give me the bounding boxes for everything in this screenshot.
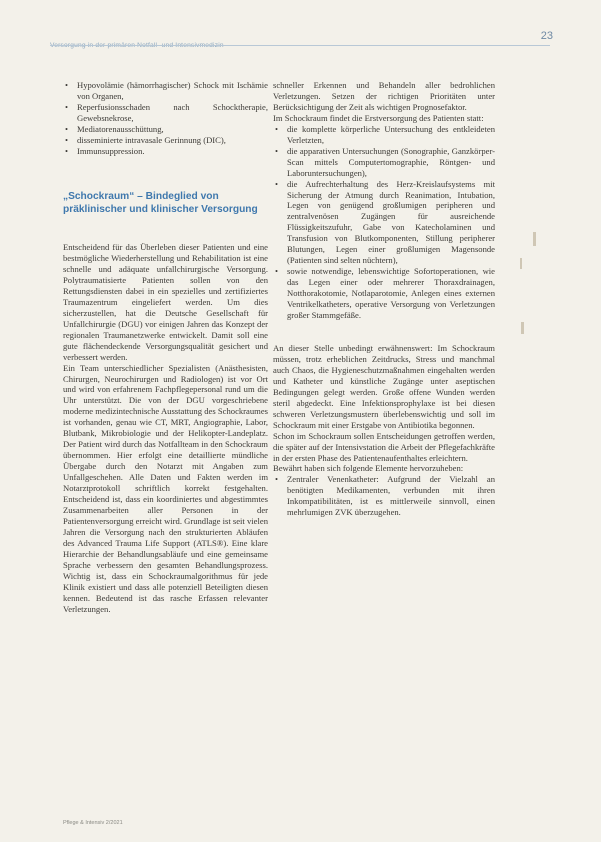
list-item: • disseminierte intravasale Gerinnung (DIC), [63, 135, 268, 146]
header-rule [50, 45, 550, 46]
list-item: • sowie notwendige, lebenswichtige Sofortoperationen, wie das Legen einer oder mehrerer Thoraxdrainagen, Notthorakotomie, Notlaparotomie, Anlegen eines externen Ventrikelkatheters, operative Versorgung von Verletzungen großer Stammgefäße. [273, 266, 495, 321]
page-number: 23 [540, 30, 553, 42]
list-item: • Immunsuppression. [63, 146, 268, 157]
body-paragraph: Ein Team unterschiedlicher Spezialisten (Anästhesisten, Chirurgen, Neurochirurgen und Radiologen) ist vor Ort und wird von erfahrenem Fachpflegepersonal rund um die Uhr unterstützt. Die von der DGU vorgeschriebene moderne medizintechnische Ausstattung des Schockraumes ist vorhanden, genau wie CT, MRT, Angiographie, Labor, Blutbank, Mikrobiologie und der Helikopter-Landeplatz. Der Patient wird durch das Notfallteam in den Schockraum übernommen. Hier erfolgt eine detaillierte mündliche Übergabe durch den Notarzt mit Angaben zum Unfallgeschehen. Alle Daten und Fakten werden im Notarztprotokoll schriftlich korrekt festgehalten. Entscheidend ist, dass ein koordiniertes und abgestimmtes Zusammenarbeiten aller Personen in der Patientenversorgung erreicht wird. Grundlage ist seit vielen Jahren die Versorgung nach den strukturierten Abläufen des Advanced Trauma Life Support (ATLS®). Eine klare Hierarchie der Behandlungsabläufe und eine gemeinsame Sprache verbessern den gesamten Behandlungsprozess. Wichtig ist, dass ein Schockraumalgorithmus für jede Klinik existiert und dass alle potenziell Beteiligten diesen kennen. Bedeutend ist das rasche Erfassen relevanter Verletzungen. [63, 362, 268, 614]
left-column [63, 80, 268, 614]
footer-text: Pflege & Intensiv 2/2021 [63, 820, 123, 826]
list-item: • Reperfusionsschaden nach Schocktherapie, Gewebsnekrose, [63, 102, 268, 124]
list-item: • die apparativen Untersuchungen (Sonographie, Ganzkörper-Scan mittels Computertomographie, Röntgen- und Laboruntersuchungen), [273, 146, 495, 179]
body-paragraph: Entscheidend für das Überleben dieser Patienten und eine bestmögliche Wiederherstellung und Rehabilitation ist eine schnelle und adäquate unfallchirurgische Versorgung. Polytraumatisierte Patienten sollen von den Rettungsdiensten dabei in ein spezielles und zertifiziertes Traumazentrum eingeliefert werden. Um dies sicherzustellen, hat die Deutsche Gesellschaft für Unfallchirurgie (DGU) vor einigen Jahren das Konzept der regionalen Traumanetzwerke entwickelt. Damit soll eine gute flächendeckende Versorgungsqualität gesichert und verbessert werden. [63, 242, 268, 362]
list-item: • Zentraler Venenkatheter: Aufgrund der Vielzahl an benötigten Medikamenten, verbunden mit ihren Inkompatibilitäten, ist es mittlerweile sinnvoll, einen mehrlumigen ZVK überzugehen. [273, 474, 495, 518]
right-column [273, 80, 495, 518]
body-paragraph: An dieser Stelle unbedingt erwähnenswert: Im Schockraum müssen, trotz erheblichen Zeitdrucks, Stress und manchmal auch Chaos, die Hygieneschutzmaßnahmen eingehalten werden und Katheter und künstliche Zugänge unter aseptischen Bedingungen gelegt werden. Große offene Wunden werden steril abgedeckt. Eine Infektionsprophylaxe ist bei diesen schweren Verletzungsmustern überlebenswichtig und soll im Schockraum mit einer Erstgabe von Antibiotika begonnen. [273, 342, 495, 430]
list-item: • die Aufrechterhaltung des Herz-Kreislaufsystems mit Sicherung der Atmung durch Reanimation, Intubation, Legen von genügend großlumigen peripheren und zentralvenösen Zugängen für ausreichende Flüssigkeitszufuhr, Gabe von Katecholaminen und Transfusion von Blutkomponenten, Stillung peripherer Blutungen, Legen einer großlumigen Magensonde (Patienten sind selten nüchtern), [273, 179, 495, 267]
right-bullet-list-2 [273, 474, 495, 518]
stain-mark [533, 232, 536, 246]
left-bullet-list [63, 80, 268, 157]
right-bullet-list [273, 124, 495, 321]
body-paragraph: Im Schockraum findet die Erstversorgung des Patienten statt: [273, 112, 484, 123]
body-paragraph: Bewährt haben sich folgende Elemente hervorzuheben: [273, 463, 464, 474]
section-heading: „Schockraum“ – Bindeglied von präklinischer und klinischer Versorgung [63, 190, 258, 215]
body-paragraph: schneller Erkennen und Behandeln aller bedrohlichen Verletzungen. Setzen der richtigen Prioritäten unter Berücksichtigung der Zeit als wichtigen Prognosefaktor. [273, 80, 495, 112]
stain-mark [521, 322, 524, 334]
list-item: • die komplette körperliche Untersuchung des entkleideten Verletzten, [273, 124, 495, 146]
list-item: • Mediatorenausschüttung, [63, 124, 268, 135]
body-paragraph: Schon im Schockraum sollen Entscheidungen getroffen werden, die später auf der Intensivstation die Arbeit der Pflegefachkräfte in der ersten Phase des Patientenaufenthaltes erleichtern. [273, 430, 495, 463]
list-item: • Hypovolämie (hämorrhagischer) Schock mit Ischämie von Organen, [63, 80, 268, 102]
stain-mark [520, 258, 522, 269]
